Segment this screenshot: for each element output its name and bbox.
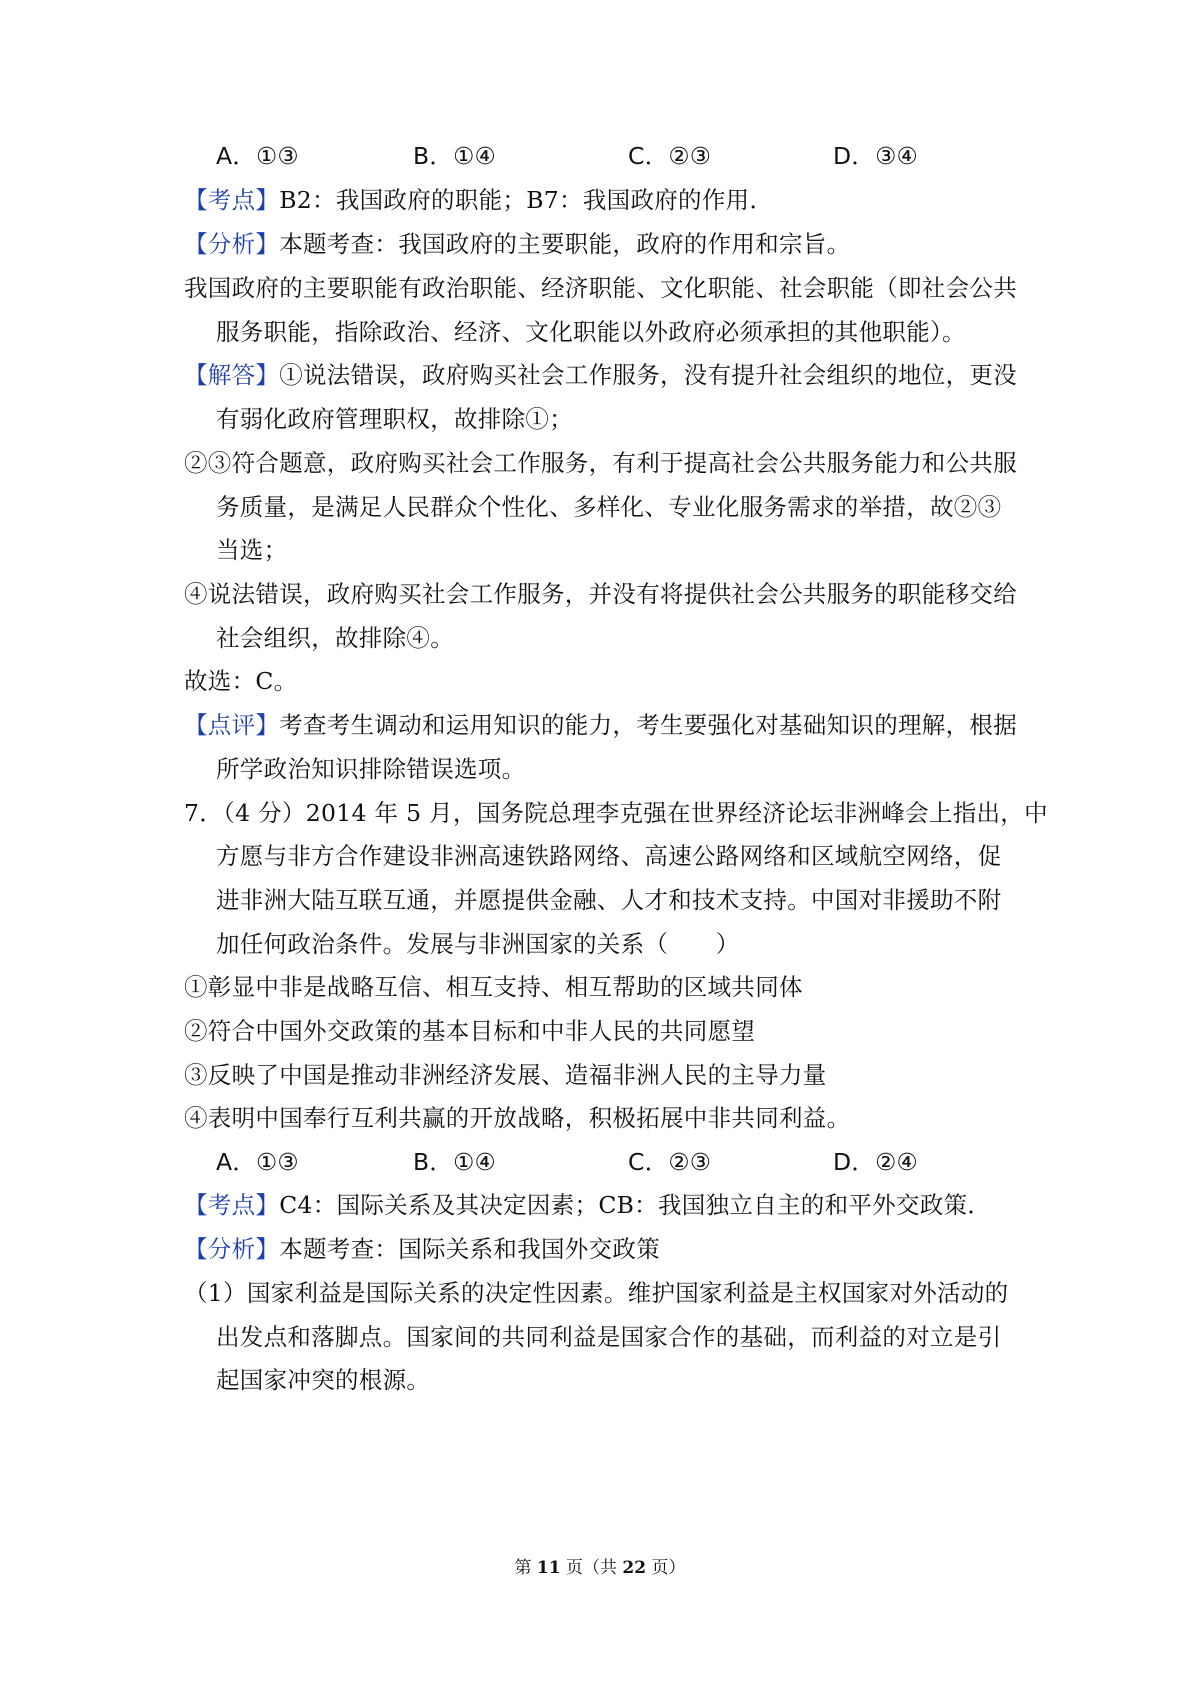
q6-para1-line2: 服务职能，指除政治、经济、文化职能以外政府必须承担的其他职能）。 bbox=[216, 318, 966, 346]
jieda-line2: 有弱化政府管理职权，故排除①； bbox=[216, 405, 573, 433]
q7-stem-line1: 7．（4 分）2014 年 5 月，国务院总理李克强在世界经济论坛非洲峰会上指出，中 bbox=[184, 799, 1048, 827]
q7-para1-line3: 起国家冲突的根源。 bbox=[216, 1366, 431, 1394]
q6-point4-line1: ④说法错误，政府购买社会工作服务，并没有将提供社会公共服务的职能移交给 bbox=[184, 580, 1017, 608]
footer-middle: 页（共 bbox=[560, 1558, 623, 1578]
kaodian-tag: 【考点】 bbox=[184, 1191, 280, 1219]
q6-point23-line1: ②③符合题意，政府购买社会工作服务，有利于提高社会公共服务能力和公共服 bbox=[184, 449, 1017, 477]
kaodian-text: B2：我国政府的职能；B7：我国政府的作用． bbox=[279, 186, 774, 214]
dianping-line2: 所学政治知识排除错误选项。 bbox=[216, 755, 526, 783]
q7-item-2: ②符合中国外交政策的基本目标和中非人民的共同愿望 bbox=[184, 1017, 756, 1045]
jieda-line1: ①说法错误，政府购买社会工作服务，没有提升社会组织的地位，更没 bbox=[279, 361, 1018, 389]
q6-point4-line2: 社会组织，故排除④。 bbox=[216, 624, 454, 652]
fenxi-text: 本题考查：国际关系和我国外交政策 bbox=[279, 1235, 661, 1263]
q6-kaodian bbox=[184, 183, 1044, 217]
q7-stem-line4: 加任何政治条件。发展与非洲国家的关系（ ） bbox=[216, 930, 740, 958]
q7-stem-line3: 进非洲大陆互联互通，并愿提供金融、人才和技术支持。中国对非援助不附 bbox=[216, 886, 1002, 914]
footer-total-pages: 22 bbox=[622, 1558, 647, 1578]
q7-fenxi bbox=[184, 1232, 1044, 1266]
q6-point23-line2: 务质量，是满足人民群众个性化、多样化、专业化服务需求的举措，故②③ bbox=[216, 493, 1002, 521]
q6-option-c[interactable]: C．②③ bbox=[628, 142, 712, 170]
q7-option-c[interactable]: C．②③ bbox=[628, 1148, 712, 1176]
fenxi-tag: 【分析】 bbox=[184, 1235, 280, 1263]
q6-dianping bbox=[184, 708, 1044, 742]
q6-jieda bbox=[184, 358, 1044, 392]
q6-option-b[interactable]: B．①④ bbox=[413, 142, 496, 170]
q7-item-4: ④表明中国奉行互利共赢的开放战略，积极拓展中非共同利益。 bbox=[184, 1104, 851, 1132]
dianping-tag: 【点评】 bbox=[184, 711, 280, 739]
q7-option-b[interactable]: B．①④ bbox=[413, 1148, 496, 1176]
q6-para1-line1: 我国政府的主要职能有政治职能、经济职能、文化职能、社会职能（即社会公共 bbox=[184, 274, 1017, 302]
q7-stem-line2: 方愿与非方合作建设非洲高速铁路网络、高速公路网络和区域航空网络，促 bbox=[216, 842, 1002, 870]
q6-answer: 故选：C。 bbox=[184, 667, 298, 695]
q7-option-d[interactable]: D．②④ bbox=[833, 1148, 918, 1176]
jieda-tag: 【解答】 bbox=[184, 361, 280, 389]
dianping-line1: 考查考生调动和运用知识的能力，考生要强化对基础知识的理解，根据 bbox=[279, 711, 1018, 739]
kaodian-tag: 【考点】 bbox=[184, 186, 280, 214]
footer-suffix: 页） bbox=[646, 1558, 686, 1578]
footer-prefix: 第 bbox=[514, 1558, 537, 1578]
q6-option-d[interactable]: D．③④ bbox=[833, 142, 918, 170]
q7-para1-line2: 出发点和落脚点。国家间的共同利益是国家合作的基础，而利益的对立是引 bbox=[216, 1323, 1002, 1351]
fenxi-tag: 【分析】 bbox=[184, 230, 280, 258]
q6-option-a[interactable]: A．①③ bbox=[216, 142, 299, 170]
fenxi-text: 本题考查：我国政府的主要职能，政府的作用和宗旨。 bbox=[279, 230, 851, 258]
q7-para1-line1: （1）国家利益是国际关系的决定性因素。维护国家利益是主权国家对外活动的 bbox=[184, 1279, 1009, 1307]
kaodian-text: C4：国际关系及其决定因素；CB：我国独立自主的和平外交政策． bbox=[279, 1191, 992, 1219]
q6-fenxi bbox=[184, 227, 1044, 261]
q7-item-1: ①彰显中非是战略互信、相互支持、相互帮助的区域共同体 bbox=[184, 973, 803, 1001]
q6-point23-line3: 当选； bbox=[216, 536, 288, 564]
q7-kaodian bbox=[184, 1188, 1044, 1222]
q7-option-a[interactable]: A．①③ bbox=[216, 1148, 299, 1176]
q7-item-3: ③反映了中国是推动非洲经济发展、造福非洲人民的主导力量 bbox=[184, 1061, 827, 1089]
footer-page-number: 11 bbox=[536, 1558, 561, 1578]
page-footer bbox=[0, 1556, 1200, 1580]
